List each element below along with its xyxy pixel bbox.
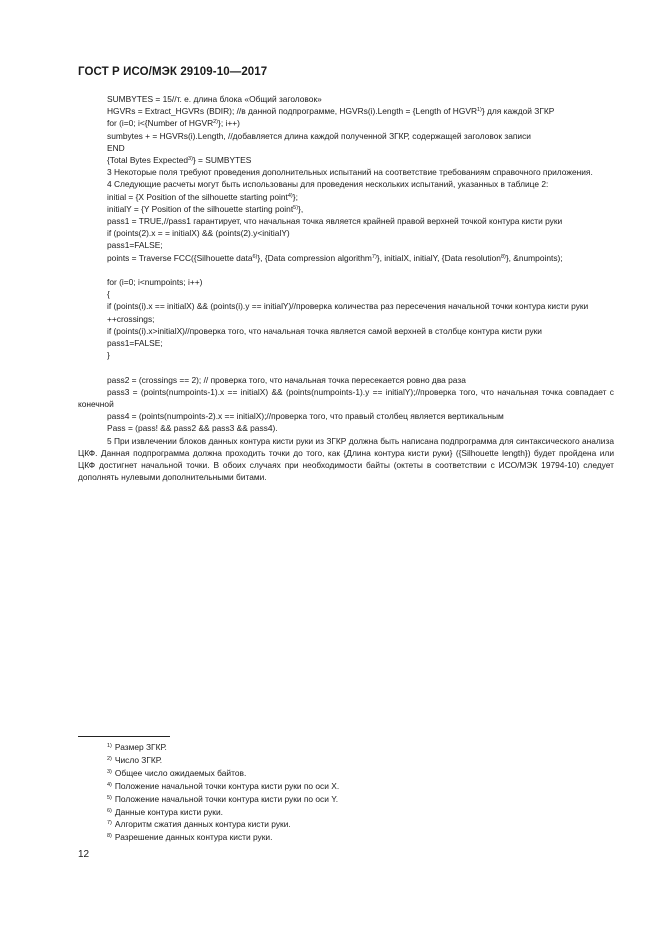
page-number: 12	[78, 849, 90, 860]
code-line: if (points(i).x == initialX) && (points(i).y == initialY)//проверка количества раз пересечения начальной точки контура кисти руки	[107, 301, 589, 312]
code-line: pass1 = TRUE,//pass1 гарантирует, что начальная точка является крайней правой верхней точкой контура кисти руки	[107, 216, 563, 227]
footnote-ref: 7)	[371, 253, 377, 260]
code-line: initialY = {Y Position of the silhouette starting point$^{5)}$},	[107, 203, 304, 214]
footnote-divider	[78, 736, 170, 737]
footnote: $^{2)}$ Число ЗГКР.	[107, 754, 163, 765]
code-line: {	[107, 289, 110, 300]
code-line: {Total Bytes Expected$^{3)}$} = SUMBYTES	[107, 155, 252, 166]
footnote: $^{3)}$ Общее число ожидаемых байтов.	[107, 767, 247, 778]
code-line: HGVRs = Extract_HGVRs (BDIR); //в данной подпрограмме, HGVRs(i).Length = {Length of HGVR$^{1)}$} для каждой ЗГКР	[107, 106, 555, 117]
footnote-ref: 2)	[213, 119, 219, 126]
footnotes	[107, 741, 587, 844]
code-line: ++crossings;	[107, 313, 155, 324]
code-line: pass4 = (points(numpoints-2).x == initialX);//проверка того, что правый столбец является вертикальным	[107, 411, 504, 422]
document-header: ГОСТ Р ИСО/МЭК 29109-10—2017	[78, 66, 268, 78]
note-paragraph-5: 5 При извлечении блоков данных контура кисти руки из ЗГКР должна быть написана подпрограмма для синтаксического анализа ЦКФ. Данная подпрограмма должна проходить точки до того, как {Длина контура кисти руки} ({Silhouette length}) будет пройдена или ЦКФ достигнет начальной точки. В обоих случаях при необходимости байты (октеты в соответствии с ИСО/МЭК 19794-10) следует дополнять нулевыми дополнительными битами.	[78, 435, 614, 483]
code-line: pass1=FALSE;	[107, 338, 163, 349]
footnote: $^{4)}$ Положение начальной точки контура кисти руки по оси X.	[107, 780, 340, 791]
code-line: Pass = (pass! && pass2 && pass3 && pass4).	[107, 423, 278, 434]
code-line: points = Traverse FCC({Silhouette data$^{6)}$}, {Data compression algorithm$^{7)}$}, initialX, initialY, {Data resolution$^{8)}$}, &numpoints);	[107, 252, 563, 263]
code-line: if (points(i).x>initialX)//проверка того, что начальная точка является самой верхней в столбце контура кисти руки	[107, 325, 542, 336]
footnote: $^{1)}$ Размер ЗГКР.	[107, 742, 167, 752]
code-line: pass3 = (points(numpoints-1).x == initialX) && (points(numpoints-1).y == initialY);//проверка того, что начальная точка совпадает с конечной	[78, 386, 614, 410]
code-line: for (i=0; i<{Number of HGVR$^{2)}$}; i++)	[107, 118, 240, 129]
code-line: SUMBYTES = 15//т. е. длина блока «Общий заголовок»	[107, 94, 322, 104]
footnote-ref: 1)	[477, 107, 482, 114]
code-line: pass1=FALSE;	[107, 240, 163, 251]
note-paragraph-4: 4 Следующие расчеты могут быть использованы для проведения нескольких испытаний, указанных в таблице 2:	[107, 179, 549, 190]
footnote-ref: 6)	[252, 253, 258, 260]
footnote: $^{8)}$ Разрешение данных контура кисти руки.	[107, 832, 273, 843]
footnote: $^{6)}$ Данные контура кисти руки.	[107, 806, 223, 817]
footnote-ref: 3)	[188, 156, 193, 163]
footnote-ref: 5)	[293, 204, 299, 211]
footnote: $^{5)}$ Положение начальной точки контура кисти руки по оси Y.	[107, 793, 339, 804]
footnote-ref: 4)	[287, 192, 293, 199]
code-line: }	[107, 350, 110, 361]
code-line: pass2 = (crossings == 2); // проверка того, что начальная точка пересекается ровно два раза	[107, 374, 466, 385]
code-line: initial = {X Position of the silhouette starting point$^{4)}$};	[107, 191, 298, 202]
footnote-ref: 8)	[500, 253, 506, 260]
document-body	[78, 93, 614, 483]
note-paragraph-3: 3 Некоторые поля требуют проведения дополнительных испытаний на соответствие требованиям справочного приложения.	[107, 167, 593, 178]
code-line: for (i=0; i<numpoints; i++)	[107, 277, 203, 288]
code-line: END	[107, 142, 125, 153]
code-line: if (points(2).x = = initialX) && (points(2).y<initialY)	[107, 228, 290, 239]
code-line: sumbytes + = HGVRs(i).Length, //добавляется длина каждой полученной ЗГКР, содержащей заголовок записи	[107, 130, 531, 141]
footnote: $^{7)}$ Алгоритм сжатия данных контура кисти руки.	[107, 819, 291, 830]
